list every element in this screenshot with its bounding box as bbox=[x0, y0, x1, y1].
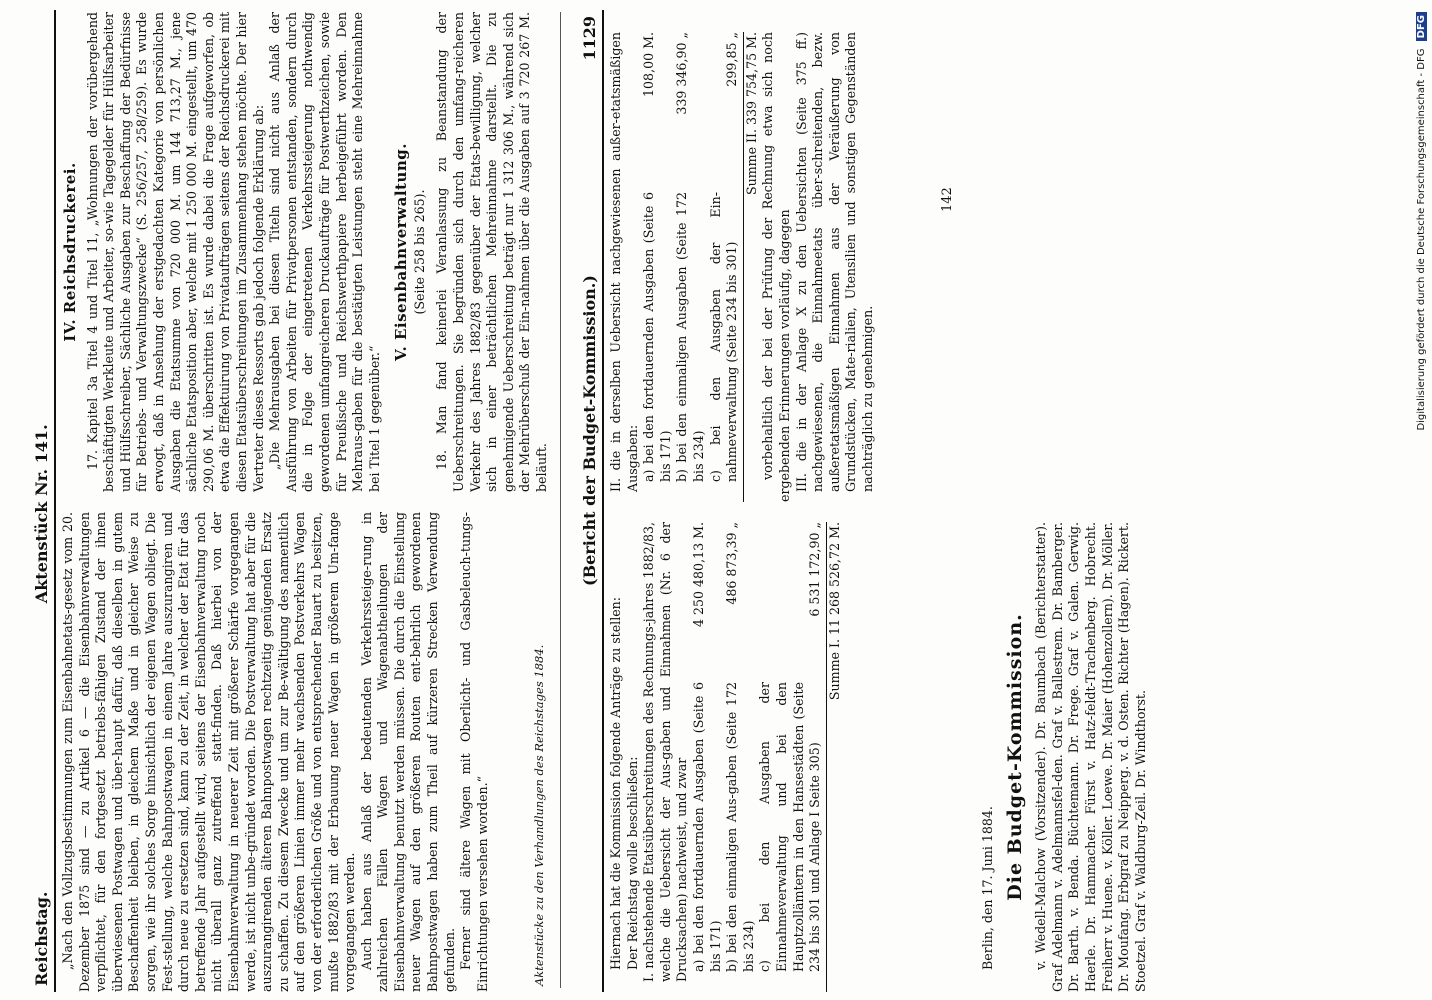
page-gutter bbox=[560, 12, 561, 988]
left-page-header bbox=[32, 10, 51, 992]
para-verkehr: Auch haben aus Anlaß der bedeutenden Verkehrssteige-rung in zahlreichen Fällen Wagen und Wagenabtheilungen der Eisenbahnverwaltung benutzt werden müssen. Die durch die Einstellung neuer Wagen auf den größeren Routen ent-behrlich gewordenen Bahnpostwagen haben zum Theil auf kürzeren Strecken Verwendung gefunden. bbox=[358, 512, 457, 992]
header-rule bbox=[54, 10, 56, 992]
sum-II: Summe II. 339 754,75 M. bbox=[743, 32, 761, 502]
running-head-reichstag: Reichstag. bbox=[32, 891, 51, 986]
para-oberlicht: Ferner sind ältere Wagen mit Oberlicht- und Gasbeleuch-tungs-Einrichtungen versehen worden.“ bbox=[458, 512, 490, 992]
para-vollzug: „Nach den Vollzugsbestimmungen zum Eisenbahnetats-gesetz vom 20. Dezember 1875 sind — zu Artikel 6 — die Eisenbahnverwaltungen verpflichtet, für den fortgesetzt betriebs-fähigen Zustand der ihnen überwiesenen Postwagen und über-haupt dafür, daß dieselben in gutem Beschaffenheit bleiben, in gleichem Maße und in gleicher Weise zu sorgen, wie ihr solches Sorge hinsichtlich der eigenen Wagen obliegt. Die Fest-stellung, welche Bahnpostwagen in einem Jahre auszurangiren und durch neue zu ersetzen sind, kann zu der Zeit, in welcher der Etat für das betreffende Jahr aufgestellt wird, seitens der Eisenbahnverwaltung noch nicht überall ganz zutreffend statt-finden. Daß hierbei von der Eisenbahnverwaltung in neuerer Zeit mit größerer Schärfe vorgegangen werde, ist nicht unbe-gründet worden. Die Postverwaltung hat aber für die auszurangirenden älteren Bahnpostwagen rechtzeitig genügenden Ersatz zu schaffen. Zu diesem Zwecke und um zur Be-wältigung des namentlich auf den größeren Linien immer mehr wachsenden Postverkehrs Wagen von der erforderlichen Größe und von entsprechender Bauart zu besitzen, mußte 1882/83 mit der Erbauung neuer Wagen in größerem Um-fange vorgegangen werden. bbox=[60, 512, 358, 992]
item-IIa: a) bei den fortdauernden Ausgaben (Seite 6 bis 171) 108,00 M. bbox=[641, 32, 673, 482]
signatories: v. Wedell-Malchow (Vorsitzender). Dr. Baumbach (Berichterstatter). Graf Adelmann v. Adelmannsfel-den. Graf v. Ballestrem. Dr. Bamberger. Dr. Barth. v. Benda. Büchtemann. Dr. Frege. Graf v. Galen. Gerwig. Haerle. Dr. Hammacher. Fürst v. Hatz-feldt-Trachenberg. Hobrecht. Freiherr v. Huene. v. Köller. Loewe. Dr. Maier (Hohenzollern). Dr. Möller. Dr. Moufang. Erbgraf zu Neipperg. v. d. Osten. Richter (Hagen). Rickert. Stoetzel. Graf v. Waldburg-Zeil. Dr. Windthorst. bbox=[1033, 522, 1148, 992]
right-column-2 bbox=[608, 32, 968, 502]
intro-antraege: Hiernach hat die Kommission folgende Anträge zu stellen: bbox=[608, 596, 623, 970]
para-17: 17. Kapitel 3a Titel 4 und Titel 11, „Wohnungen der vorübergehend beschäftigten Werkleute und Arbeiter, so-wie Tagegelder für Hülfsarbeiter und Hülfsschreiber, Sächliche Ausgaben zur Beschaffung der Bedürfnisse für Betriebs- und Verwaltungszwecke“ (S. 256/257, 258/259). Es wurde erwogt, daß in Ansehung der erstgedachten Kategorie von persönlichen Ausgaben die Etatsumme von 720 000 M. um 144 713,27 M., jene sächliche Etatsposition aber, welche mit 1 250 000 M. eingestellt, um 470 290,06 M. überschritten ist. Es wurde dabei die Frage aufgeworfen, ob etwa die Effektuirung von Privataufträgen seitens der Reichsdruckerei mit diesen Etatsüberschreitungen im Zusammenhang stehen möchte. Der hier Vertreter dieses Ressorts gab jedoch folgende Erklärung ab: bbox=[84, 12, 266, 492]
commission-title: Die Budget-Kommission. bbox=[1003, 613, 1026, 901]
signature-block bbox=[980, 522, 1149, 992]
para-quote: „Die Mehrausgaben bei diesen Titeln sind nicht aus Anlaß der Ausführung von Arbeiten für Privatpersonen entstanden, sondern durch die in Folge der eingetretenen Verkehrssteigerung nothwendig gewordenen umfangreicheren Druckaufträge für Postwerthzeichen, sowie für Preußische und Reichswerthpapiere herbeigeführt worden. Den Mehraus-gaben für die bestätigten Leistungen steht eine Mehreinnahme bei Titel 1 gegenüber.“ bbox=[267, 12, 382, 492]
dfg-margin-note bbox=[1416, 12, 1430, 992]
item-II: II. die in derselben Uebersicht nachgewiesenen außer-etatsmäßigen Ausgaben: bbox=[608, 32, 640, 492]
page-number-bottom: 142 bbox=[940, 187, 955, 212]
item-Ib: b) bei den einmaligen Aus-gaben (Seite 172 bis 234) 486 873,39 „ bbox=[724, 522, 756, 972]
left-page bbox=[32, 10, 552, 992]
right-page-header bbox=[580, 10, 599, 992]
dfg-logo: DFG bbox=[1416, 12, 1427, 41]
section-v-title: V. Eisenbahnverwaltung. bbox=[392, 143, 411, 361]
dfg-note-text: Digitalisierung gefördert durch die Deutsche Forschungsgemeinschaft - DFG bbox=[1416, 48, 1427, 431]
left-column-1 bbox=[60, 512, 530, 992]
item-I: I. nachstehende Etatsüberschreitungen des Rechnungs-jahres 1882/83, welche die Uebersicht der Aus-gaben und Einnahmen (Nr. 6 der Drucksachen) nachweist, und zwar bbox=[641, 522, 690, 982]
right-column-1 bbox=[608, 522, 968, 992]
para-18: 18. Man fand keinerlei Veranlassung zu Beanstandung der Ueberschreitungen. Sie begründen sich durch den umfang-reicheren Verkehr des Jahres 1882/83 gegenüber der Etats-bewilligung, welcher sich in einer beträchtlichen Mehreinnahme darstellt. Die zu genehmigende Ueberschreitung beträgt nur 1 312 306 M., während sich der Mehrüberschuß der Ein-nahmen über die Ausgaben auf 3 720 267 M. beläuft. bbox=[434, 12, 550, 492]
right-page bbox=[580, 10, 1432, 992]
reservation-text: vorbehaltlich der bei der Prüfung der Rechnung etwa sich noch ergebenden Erinnerungen vorläufig, dagegen bbox=[760, 32, 792, 502]
left-page-footer: Aktenstücke zu den Verhandlungen des Reichstages 1884. bbox=[532, 644, 546, 986]
right-header-rule bbox=[602, 10, 604, 992]
section-iv-title: IV. Reichsdruckerei. bbox=[61, 162, 79, 342]
document-number: Aktenstück Nr. 141. bbox=[32, 424, 51, 604]
item-IIb: b) bei den einmaligen Ausgaben (Seite 172 bis 234) 339 346,90 „ bbox=[674, 32, 706, 482]
date-line: Berlin, den 17. Juni 1884. bbox=[980, 806, 995, 970]
item-III: III. die in der Anlage X zu den Uebersichten (Seite 375 ff.) nachgewiesenen, die Einnahmeetats über-schreitenden, bezw. außeretatsmäßigen Einnahmen aus der Veräußerung von Grundstücken, Mate-rialien, Utensilien und sonstigen Gegenständen nachträglich zu genehmigen. bbox=[793, 32, 875, 492]
item-Ia: a) bei den fortdauernden Ausgaben (Seite 6 bis 171) 4 250 480,13 M. bbox=[690, 522, 723, 972]
motion-line: Der Reichstag wolle beschließen: bbox=[624, 756, 640, 970]
running-head-bericht: (Bericht der Budget-Kommission.) bbox=[580, 275, 599, 586]
sum-I: Summe I. 11 268 526,72 M. bbox=[826, 522, 844, 992]
item-Ic: c) bei den Ausgaben der Einnahmeverwaltung und bei den Hauptzollämtern in den Hansestädten (Seite 234 bis 301 und Anlage I Seite 305) 6 531 172,90 „ bbox=[757, 522, 823, 972]
page-number-top: 1129 bbox=[580, 16, 599, 61]
left-column-2 bbox=[60, 12, 550, 492]
section-v-ref: (Seite 258 bis 265). bbox=[411, 189, 427, 315]
item-IIc: c) bei den Ausgaben der Ein-nahmeverwaltung (Seite 234 bis 301) 299,85 „ bbox=[707, 32, 740, 482]
